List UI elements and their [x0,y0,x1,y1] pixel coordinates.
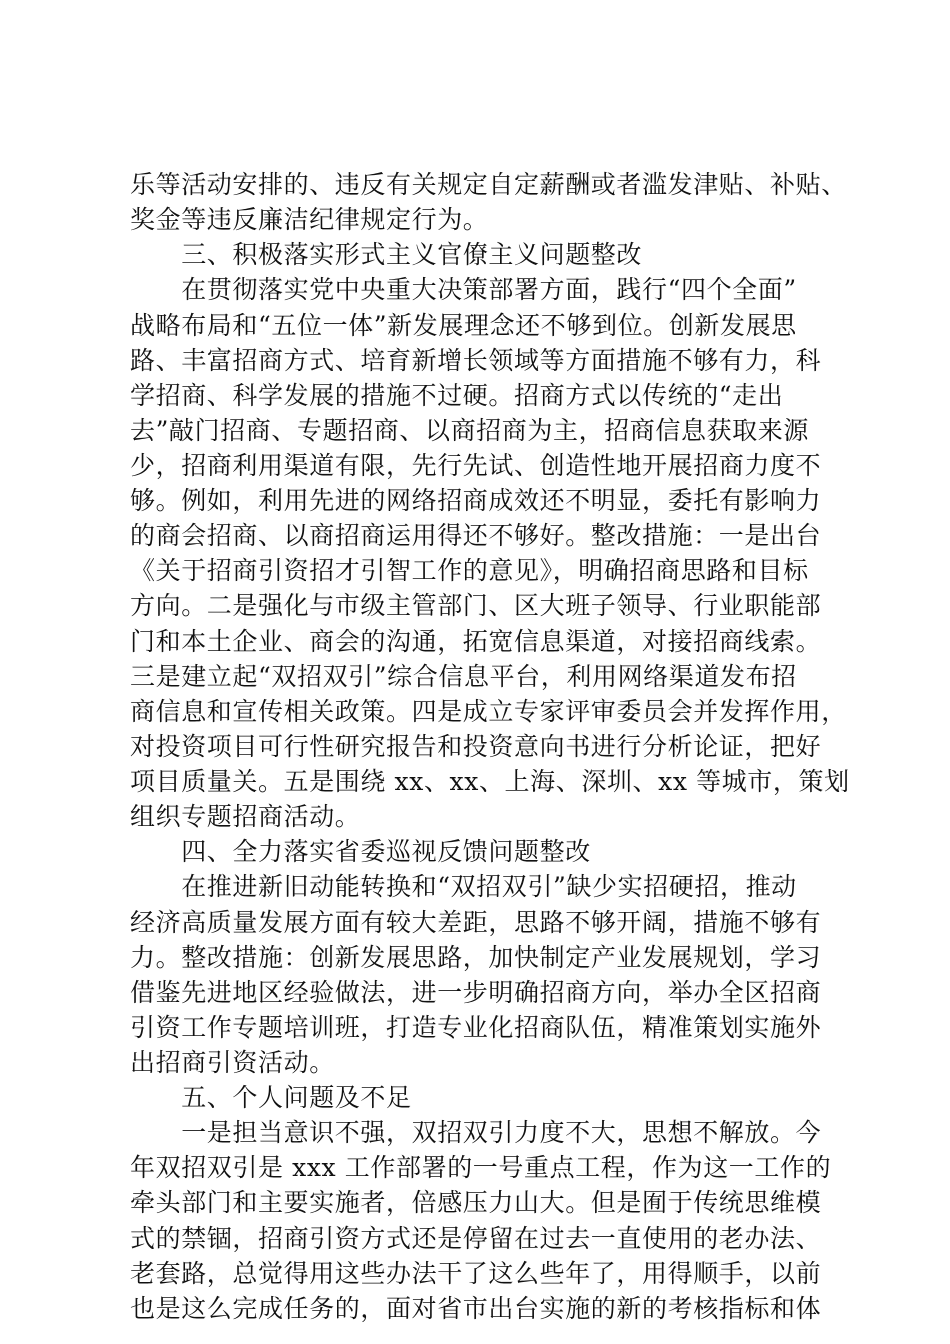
text-line: 路、丰富招商方式、培育新增长领域等方面措施不够有力，科 [130,346,822,375]
text-line: 奖金等违反廉洁纪律规定行为。 [130,205,489,234]
text-line: 战略布局和“五位一体”新发展理念还不够到位。创新发展思 [130,311,797,340]
text-line: 年双招双引是 xxx 工作部署的一号重点工程，作为这一工作的 [130,1153,832,1182]
text-line: 也是这么完成任务的，面对省市出台实施的新的考核指标和体 [130,1294,822,1323]
text-line: 的商会招商、以商招商运用得还不够好。整改措施：一是出台 [130,521,822,550]
text-line: 式的禁锢，招商引资方式还是停留在过去一直使用的老办法、 [130,1224,822,1253]
text-line: 够。例如，利用先进的网络招商成效还不明显，委托有影响力 [130,486,822,515]
text-line: 门和本土企业、商会的沟通，拓宽信息渠道，对接招商线索。 [130,627,822,656]
text-line: 借鉴先进地区经验做法，进一步明确招商方向，举办全区招商 [130,978,822,1007]
section-heading: 三、积极落实形式主义官僚主义问题整改 [130,240,643,269]
text-line: 《关于招商引资招才引智工作的意见》，明确招商思路和目标 [130,556,809,585]
text-line: 方向。二是强化与市级主管部门、区大班子领导、行业职能部 [130,591,822,620]
text-line: 商信息和宣传相关政策。四是成立专家评审委员会并发挥作用， [130,697,847,726]
text-line: 少，招商利用渠道有限，先行先试、创造性地开展招商力度不 [130,451,822,480]
text-line: 三是建立起“双招双引”综合信息平台，利用网络渠道发布招 [130,662,797,691]
text-line: 在贯彻落实党中央重大决策部署方面，践行“四个全面” [130,275,797,304]
text-line: 出招商引资活动。 [130,1048,335,1077]
text-line: 力。整改措施：创新发展思路，加快制定产业发展规划，学习 [130,943,822,972]
text-line: 老套路，总觉得用这些办法干了这么些年了，用得顺手，以前 [130,1259,822,1288]
text-line: 一是担当意识不强，双招双引力度不大，思想不解放。今 [130,1118,822,1147]
text-line: 去”敲门招商、专题招商、以商招商为主，招商信息获取来源 [130,416,809,445]
text-line: 在推进新旧动能转换和“双招双引”缺少实招硬招，推动 [130,872,797,901]
text-line: 引资工作专题培训班，打造专业化招商队伍，精准策划实施外 [130,1013,822,1042]
text-line: 牵头部门和主要实施者，倍感压力山大。但是囿于传统思维模 [130,1188,822,1217]
text-line: 项目质量关。五是围绕 xx、xx、上海、深圳、xx 等城市，策划 [130,767,850,796]
text-line: 对投资项目可行性研究报告和投资意向书进行分析论证，把好 [130,732,822,761]
text-line: 组织专题招商活动。 [130,802,361,831]
text-line: 乐等活动安排的、违反有关规定自定薪酬或者滥发津贴、补贴、 [130,170,847,199]
text-line: 学招商、科学发展的措施不过硬。招商方式以传统的“走出 [130,381,784,410]
text-line: 经济高质量发展方面有较大差距，思路不够开阔，措施不够有 [130,908,822,937]
section-heading: 五、个人问题及不足 [130,1083,412,1112]
section-heading: 四、全力落实省委巡视反馈问题整改 [130,837,591,866]
